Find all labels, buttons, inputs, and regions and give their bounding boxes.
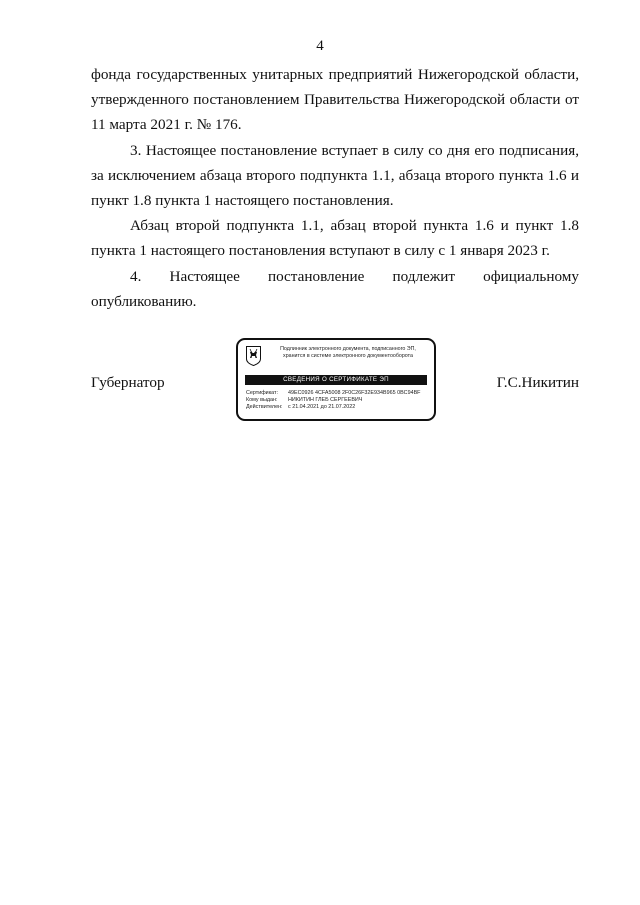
stamp-certificate-value: 49EC0926 4CFA5008 2F0C26F32E934B965 0BC94BF: [288, 390, 421, 396]
paragraph-clause-3: 3. Настоящее постановление вступает в силу со дня его подписания, за исключением абзаца второго подпункта 1.1, абзаца второго пункта 1.6 и пункт 1.8 пункта 1 настоящего постановления.: [91, 141, 579, 210]
paragraph-continuation: фонда государственных унитарных предприятий Нижегородской области, утвержденного постановлением Правительства Нижегородской области от 11 марта 2021 г. № 176.: [91, 66, 579, 134]
paragraph-clause-3-effective-date: Абзац второй подпункта 1.1, абзац второй пункта 1.6 и пункт 1.8 пункта 1 настоящего постановления вступают в силу с 1 января 2023 г.: [91, 217, 579, 260]
stamp-header: [264, 346, 432, 360]
page-number: 4: [316, 38, 324, 54]
stamp-owner-label: Кому выдан:: [246, 397, 278, 404]
stamp-validity-value: с 21.04.2021 до 21.07.2022: [288, 404, 356, 411]
stamp-header-line: Подлинник электронного документа, подписанного ЭП,: [280, 346, 416, 352]
stamp-certificate-bar: СВЕДЕНИЯ О СЕРТИФИКАТЕ ЭП: [245, 375, 427, 385]
paragraph-clause-4-end: опубликованию.: [91, 292, 197, 310]
stamp-validity-row: [246, 404, 420, 411]
deer-emblem-icon: [246, 346, 261, 366]
signer-title: Губернатор: [91, 374, 165, 391]
paragraph-clause-4: 4. Настоящее постановление подлежит официальному: [130, 267, 579, 285]
stamp-validity-label: Действителен:: [246, 404, 283, 411]
electronic-signature-stamp: [236, 338, 436, 421]
stamp-details: [246, 390, 420, 412]
document-body: [91, 62, 579, 314]
signer-name: Г.С.Никитин: [496, 374, 579, 391]
stamp-certificate-row: [246, 390, 420, 397]
stamp-owner-value: НИКИТИН ГЛЕБ СЕРГЕЕВИЧ: [288, 397, 363, 404]
signature-block: [91, 338, 579, 426]
stamp-certificate-label: Сертификат:: [246, 390, 279, 396]
stamp-header-line: хранится в системе электронного документооборота: [283, 353, 413, 359]
